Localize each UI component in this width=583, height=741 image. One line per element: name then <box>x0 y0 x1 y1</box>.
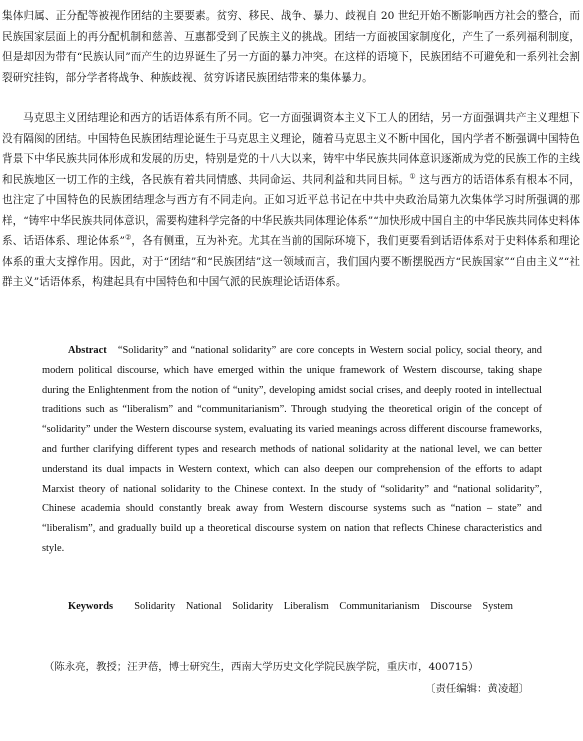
footnote-marker-1[interactable]: ① <box>409 171 416 180</box>
editor-info: 〔责任编辑：黄凌超〕 <box>425 683 529 695</box>
paragraph-2-text-c: ，各有侧重，互为补充。尤其在当前的国际环境下，我们更要看到话语体系对于史料体系和理论体系的重大支撑作用。因此，对于“团结”和“民族团结”这一领域而言，我们国内要不断摆脱西方“民族国家”“自由主义”“社群主义”话语体系，构建起具有中国特色和中国气派的民族理论话语体系。 <box>2 235 581 288</box>
paragraph-1-text: 集体归属、正分配等被视作团结的主要要素。贫穷、移民、战争、暴力、歧视自 20 世纪开始不断影响西方社会的整合，而民族国家层面上的再分配机制和慈善、互惠都受到了民族主义的挑战。团结一方面被国家制度化，产生了一系列福利制度，但是却因为带有“民族认同”而产生的边界诞生了另一方面的暴力冲突。在这样的语境下，民族团结不可避免和一系列社会割裂研究挂钩，部分学者将战争、种族歧视、贫穷诉诸民族团结带来的集体暴力。 <box>2 10 580 84</box>
abstract-label: Abstract <box>68 345 107 356</box>
body-paragraph-1 <box>2 6 580 88</box>
author-info: （陈永亮，教授；汪尹蓓，博士研究生，西南大学历史文化学院民族学院，重庆市，400715） <box>44 661 479 673</box>
body-paragraph-2 <box>2 108 580 293</box>
keywords-block <box>42 597 542 617</box>
keywords-label: Keywords <box>68 601 114 612</box>
keywords-text: Solidarity National Solidarity Liberalism Communitarianism Discourse System <box>134 601 513 612</box>
abstract-text: “Solidarity” and “national solidarity” are core concepts in Western social policy, social theory, and modern political discourse, which have emerged within the unique framework of Western discourse, taking shape during the Enlightenment from the notion of “unity”, developing amidst social crises, and deeply rooted in intellectual traditions such as “liberalism” and “communitarianism”. Through studying the theoretical origin of the concept of “solidarity” under the Western discourse system, evaluating its varied meanings across different discourse frameworks, and further clarifying different types and research methods of national solidarity at the national level, we can better understand its dual impacts in Western context, which can also deepen our comprehension of the efforts to adapt Marxist theory of national solidarity to the Chinese context. In the study of “solidarity” and “national solidarity”, Chinese academia should constantly break away from Western discourse systems such as “nation – state” and “liberalism”, and gradually build up a theoretical discourse system on nation that reflects Chinese characteristics and style. <box>42 345 542 554</box>
paragraph-2-text-b: 这与西方的话语体系有根本不同，也注定了中国特色的民族团结理念与西方有不同走向。正如习近平总书记在中共中央政治局第九次集体学习时所强调的那样，“铸牢中华民族共同体意识，需要构建科学完备的中华民族共同体理论体系”“加快形成中国自主的中华民族共同体史料体系、话语体系、理论体系” <box>2 173 580 247</box>
abstract-block <box>42 341 542 559</box>
paragraph-2-text-a: 马克思主义团结理论和西方的话语体系有所不同。它一方面强调资本主义下工人的团结，另一方面强调共产主义理想下没有隔阂的团结。中国特色民族团结理论诞生于马克思主义理论，随着马克思主义不断中国化，国内学者不断强调中国特色背景下中华民族共同体形成和发展的历史，特别是党的十八大以来，铸牢中华民族共同体意识逐渐成为党的民族工作的主线和民族地区一切工作的主线，各民族有着共同情感、共同命运、共同利益和共同目标。 <box>2 112 580 186</box>
footnote-marker-2[interactable]: ② <box>124 233 132 242</box>
